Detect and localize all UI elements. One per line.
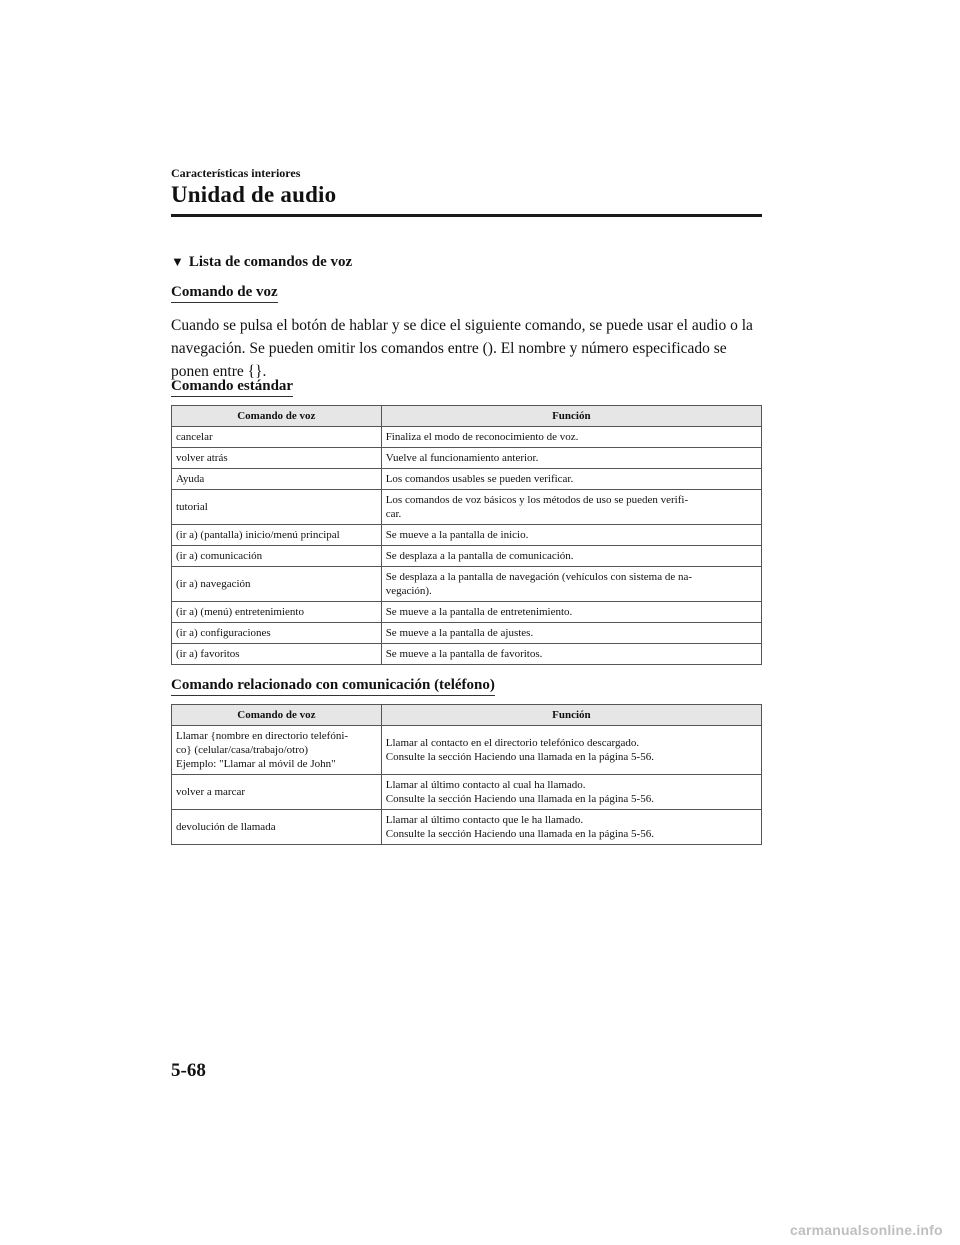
- section-heading: [171, 254, 352, 271]
- table-row: [172, 602, 762, 623]
- function-cell: Llamar al último contacto que le ha llamado. Consulte la sección Haciendo una llamada en la página 5-56.: [381, 810, 761, 845]
- function-cell: Se mueve a la pantalla de favoritos.: [381, 644, 761, 665]
- voice-command-cell: (ir a) navegación: [172, 567, 382, 602]
- triangle-down-icon: ▼: [171, 254, 184, 269]
- function-cell: Se mueve a la pantalla de inicio.: [381, 525, 761, 546]
- column-header-voice-command: Comando de voz: [172, 705, 382, 726]
- voice-command-cell: Ayuda: [172, 469, 382, 490]
- voice-command-cell: (ir a) configuraciones: [172, 623, 382, 644]
- watermark-text: carmanualsonline.info: [790, 1222, 943, 1238]
- table-row: [172, 469, 762, 490]
- table-header-row: [172, 705, 762, 726]
- table-row: [172, 427, 762, 448]
- table-row: [172, 726, 762, 775]
- table-row: [172, 525, 762, 546]
- title-divider: [171, 214, 762, 217]
- voice-command-cell: (ir a) comunicación: [172, 546, 382, 567]
- intro-paragraph: Cuando se pulsa el botón de hablar y se dice el siguiente comando, se puede usar el audio o la navegación. Se pueden omitir los comandos entre (). El nombre y número especificado se ponen entre {}.: [171, 317, 753, 380]
- function-cell: Vuelve al funcionamiento anterior.: [381, 448, 761, 469]
- voice-command-cell: (ir a) favoritos: [172, 644, 382, 665]
- voice-command-cell: Llamar {nombre en directorio telefóni- co} (celular/casa/trabajo/otro) Ejemplo: "Llamar al móvil de John": [172, 726, 382, 775]
- voice-command-cell: tutorial: [172, 490, 382, 525]
- voice-command-cell: volver atrás: [172, 448, 382, 469]
- table-row: [172, 644, 762, 665]
- manual-page: [171, 0, 762, 1245]
- function-cell: Los comandos usables se pueden verificar.: [381, 469, 761, 490]
- chapter-label: Características interiores: [171, 166, 301, 180]
- table-row: [172, 810, 762, 845]
- subheading-phone-command: Comando relacionado con comunicación (teléfono): [171, 677, 495, 696]
- column-header-function: Función: [381, 705, 761, 726]
- function-cell: Llamar al último contacto al cual ha llamado. Consulte la sección Haciendo una llamada en la página 5-56.: [381, 775, 761, 810]
- function-cell: Se desplaza a la pantalla de comunicación.: [381, 546, 761, 567]
- section-heading-text: Lista de comandos de voz: [188, 254, 353, 270]
- voice-command-cell: (ir a) (menú) entretenimiento: [172, 602, 382, 623]
- page-title: Unidad de audio: [171, 182, 337, 207]
- voice-command-cell: volver a marcar: [172, 775, 382, 810]
- table-header-row: [172, 406, 762, 427]
- table-row: [172, 775, 762, 810]
- function-cell: Se mueve a la pantalla de entretenimiento.: [381, 602, 761, 623]
- subheading-voice-command: Comando de voz: [171, 284, 278, 303]
- column-header-voice-command: Comando de voz: [172, 406, 382, 427]
- phone-command-table: [171, 704, 762, 845]
- table-row: [172, 448, 762, 469]
- voice-command-cell: cancelar: [172, 427, 382, 448]
- voice-command-cell: devolución de llamada: [172, 810, 382, 845]
- table-row: [172, 567, 762, 602]
- voice-command-cell: (ir a) (pantalla) inicio/menú principal: [172, 525, 382, 546]
- function-cell: Finaliza el modo de reconocimiento de voz.: [381, 427, 761, 448]
- table-row: [172, 623, 762, 644]
- standard-command-table: [171, 405, 762, 665]
- function-cell: Se mueve a la pantalla de ajustes.: [381, 623, 761, 644]
- page-number: 5-68: [171, 1060, 206, 1081]
- column-header-function: Función: [381, 406, 761, 427]
- table-row: [172, 490, 762, 525]
- function-cell: Los comandos de voz básicos y los métodos de uso se pueden verifi- car.: [381, 490, 761, 525]
- table-row: [172, 546, 762, 567]
- subheading-standard-command: Comando estándar: [171, 378, 293, 397]
- function-cell: Se desplaza a la pantalla de navegación (vehículos con sistema de na- vegación).: [381, 567, 761, 602]
- function-cell: Llamar al contacto en el directorio telefónico descargado. Consulte la sección Haciendo una llamada en la página 5-56.: [381, 726, 761, 775]
